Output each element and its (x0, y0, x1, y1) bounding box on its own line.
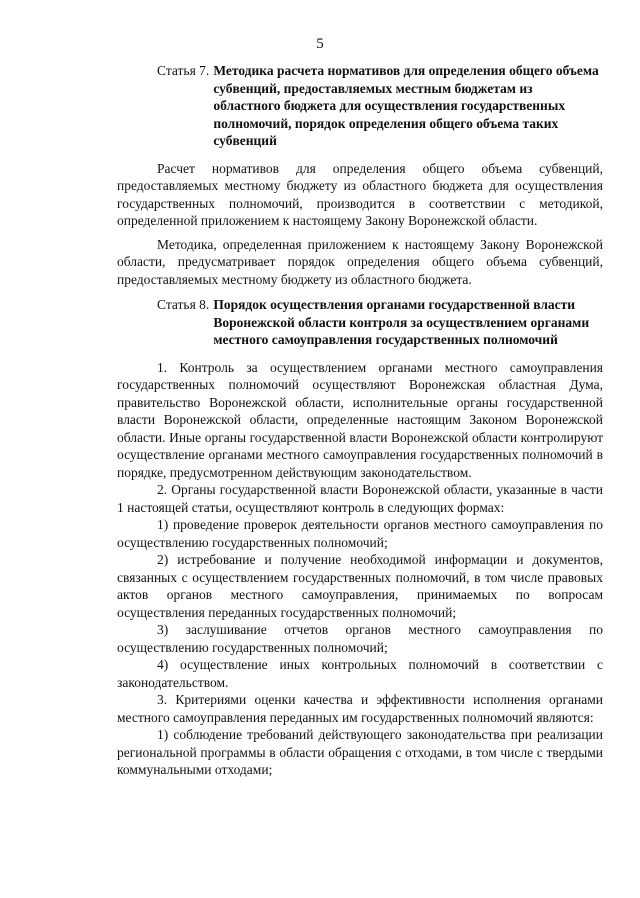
article-8-paragraph: 3. Критериями оценки качества и эффективности исполнения органами местного самоуправления переданных им государственных полномочий являются: (117, 692, 603, 725)
article-8-title: Порядок осуществления органами государственной власти Воронежской области контроля за осуществлением органами местного самоуправления государственных полномочий (213, 297, 590, 347)
article-7-number: Статья 7. (157, 63, 210, 78)
article-8-list-item: 2) истребование и получение необходимой информации и документов, связанных с осуществлением государственных полномочий, в том числе правовых актов органов местного самоуправления, принимаемых по вопросам осуществления переданных государственных полномочий; (117, 552, 603, 620)
page-content (117, 62, 603, 779)
article-8-list-item: 1) соблюдение требований действующего законодательства при реализации региональной программы в области обращения с отходами, в том числе с твердыми коммунальными отходами; (117, 727, 603, 777)
article-8-list-item: 3) заслушивание отчетов органов местного самоуправления по осуществлению государственных полномочий; (117, 622, 603, 655)
article-7-paragraph: Расчет нормативов для определения общего объема субвенций, предоставляемых местному бюджету из областного бюджета для осуществления государственных полномочий, производится в соответствии с методикой, определенной приложением к настоящему Закону Воронежской области. (117, 160, 603, 228)
article-8-heading (117, 296, 603, 349)
article-8-number: Статья 8. (157, 297, 210, 312)
article-7-heading (117, 62, 603, 150)
page-number: 5 (316, 36, 324, 52)
article-8-paragraph: 1. Контроль за осуществлением органами местного самоуправления государственных полномочий осуществляют Воронежская областная Дума, правительство Воронежской области, исполнительные органы государственной власти Воронежской области, определенные настоящим Законом Воронежской области. Иные органы государственной власти Воронежской области контролируют осуществление органами местного самоуправления государственных полномочий в порядке, предусмотренном действующим законодательством. (117, 359, 603, 480)
article-8-list-item: 4) осуществление иных контрольных полномочий в соответствии с законодательством. (117, 657, 603, 690)
article-7-paragraph: Методика, определенная приложением к настоящему Закону Воронежской области, предусматривает порядок определения общего объема субвенций, предоставляемых местному бюджету из областного бюджета. (117, 236, 603, 287)
article-8-list-item: 1) проведение проверок деятельности органов местного самоуправления по осуществлению государственных полномочий; (117, 517, 603, 550)
article-7-title: Методика расчета нормативов для определения общего объема субвенций, предоставляемых местным бюджетам из областного бюджета для осуществления государственных полномочий, порядок определения общего объема таких субвенций (213, 63, 599, 148)
article-8-paragraph: 2. Органы государственной власти Воронежской области, указанные в части 1 настоящей статьи, осуществляют контроль в следующих формах: (117, 482, 603, 515)
